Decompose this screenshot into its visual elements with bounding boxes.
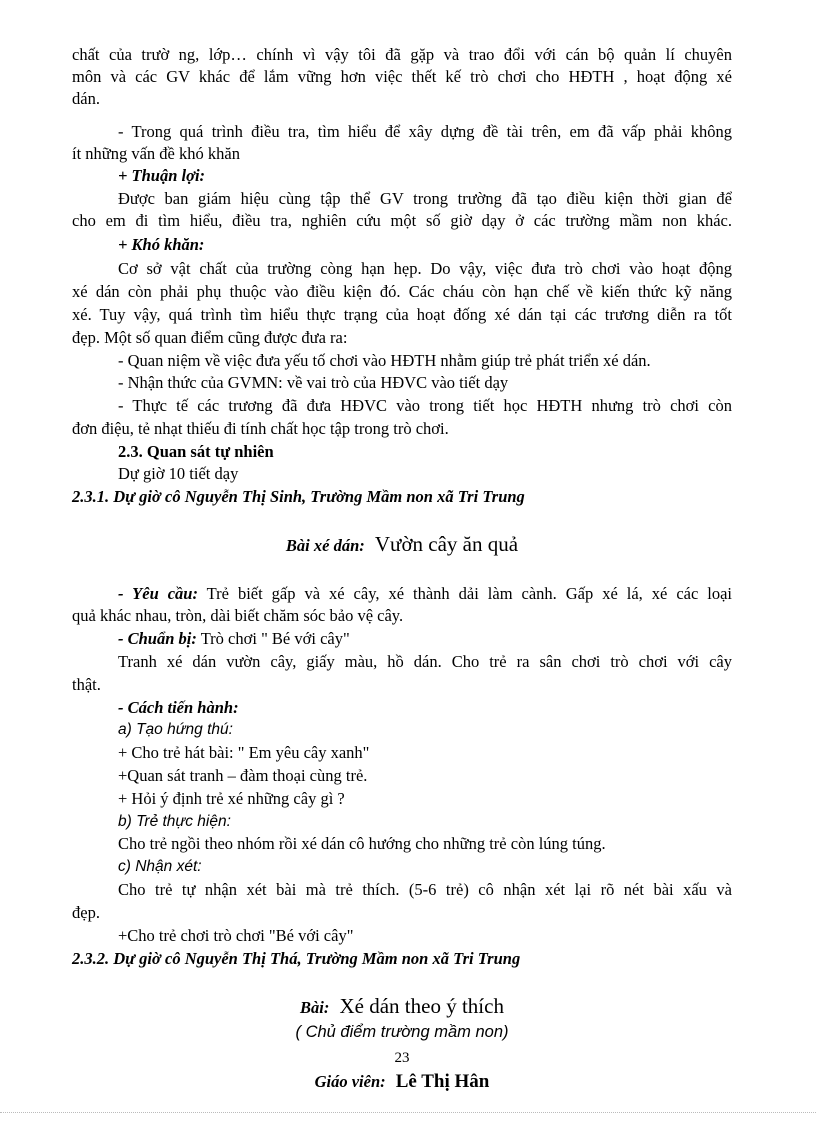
subheading-thuan-loi: + Thuận lợi: xyxy=(118,166,206,185)
paragraph-line: - Trong quá trình điều tra, tìm hiểu để xây dựng đề tài trên, em đã vấp phải không xyxy=(118,122,732,141)
bullet-line: đơn điệu, tẻ nhạt thiếu đi tính chất học tập trong trò chơi. xyxy=(72,419,449,438)
preparation-label: - Chuẩn bị: xyxy=(118,629,197,648)
paragraph-line: chất của trườ ng, lớp… chính vì vậy tôi đã gặp và trao đổi với cán bộ quản lí chuyên xyxy=(72,45,732,64)
lesson-title-1 xyxy=(72,532,732,557)
lesson-name: Xé dán theo ý thích xyxy=(339,994,504,1018)
list-item: + Hỏi ý định trẻ xé những cây gì ? xyxy=(118,789,345,808)
list-item: +Quan sát tranh – đàm thoại cùng trẻ. xyxy=(118,766,368,785)
paragraph-line: Được ban giám hiệu cùng tập thể GV trong trường đã tạo điều kiện thời gian để xyxy=(118,189,732,208)
paragraph-line: Tranh xé dán vườn cây, giấy màu, hồ dán. Cho trẻ ra sân chơi trò chơi với cây xyxy=(118,652,732,671)
paragraph-line: cho em đi tìm hiểu, điều tra, nghiên cứu một số giờ dạy ở các trường mầm non khác. xyxy=(72,211,732,230)
list-item: + Cho trẻ hát bài: " Em yêu cây xanh" xyxy=(118,743,370,762)
paragraph-line: +Cho trẻ chơi trò chơi "Bé với cây" xyxy=(118,926,354,945)
lesson-label: Bài xé dán: xyxy=(285,536,365,555)
paragraph-line: Dự giờ 10 tiết dạy xyxy=(118,464,239,483)
page-bottom-border xyxy=(0,1112,816,1113)
bullet-line: - Thực tế các trương đã đưa HĐVC vào trong tiết học HĐTH nhưng trò chơi còn xyxy=(118,396,732,415)
teacher-name: Lê Thị Hân xyxy=(395,1071,490,1092)
paragraph-line: quả khác nhau, tròn, dài biết chăm sóc bảo vệ cây. xyxy=(72,606,404,625)
paragraph-line: Cơ sở vật chất của trường còng hạn hẹp. Do vậy, việc đưa trò chơi vào hoạt động xyxy=(118,259,732,278)
paragraph-line: ít những vấn đề khó khăn xyxy=(72,144,240,163)
requirement-label: - Yêu cầu: xyxy=(118,584,198,603)
paragraph-line: xé dán còn phải phụ thuộc vào điều kiện đó. Các cháu còn hạn chế về kiến thức kỹ năng xyxy=(72,282,732,301)
section-heading-2-3-1: 2.3.1. Dự giờ cô Nguyễn Thị Sinh, Trường Mầm non xã Tri Trung xyxy=(72,487,525,506)
lesson-subtitle: ( Chủ điểm trường mầm non) xyxy=(295,1023,509,1041)
procedure-label: - Cách tiến hành: xyxy=(118,698,239,717)
paragraph-line: Cho trẻ ngồi theo nhóm rồi xé dán cô hướng cho những trẻ còn lúng túng. xyxy=(118,834,606,853)
teacher-line xyxy=(72,1071,732,1093)
paragraph-line: đẹp. xyxy=(72,903,100,922)
lesson-label: Bài: xyxy=(300,998,330,1017)
paragraph-line: dán. xyxy=(72,89,100,108)
paragraph-line: đẹp. Một số quan điểm cũng được đưa ra: xyxy=(72,328,348,347)
lesson-name: Vườn cây ăn quả xyxy=(374,532,519,556)
section-heading-2-3-2: 2.3.2. Dự giờ cô Nguyễn Thị Thá, Trường Mầm non xã Tri Trung xyxy=(72,949,521,968)
preparation-line xyxy=(118,628,350,650)
bullet-line: - Quan niệm về việc đưa yếu tố chơi vào HĐTH nhằm giúp trẻ phát triển xé dán. xyxy=(118,351,651,370)
paragraph-line: môn và các GV khác để lắm vững hơn việc thết kế trò chơi cho HĐTH , hoạt động xé xyxy=(72,67,732,86)
paragraph-line: Cho trẻ tự nhận xét bài mà trẻ thích. (5-6 trẻ) cô nhận xét lại rõ nét bài xấu và xyxy=(118,880,732,899)
requirement-line xyxy=(118,583,732,605)
bullet-line: - Nhận thức của GVMN: về vai trò của HĐVC vào tiết dạy xyxy=(118,373,509,392)
paragraph-line: xé. Tuy vậy, quá trình tìm hiểu thực trạng của hoạt đống xé dán tại các trương diễn ra tốt xyxy=(72,305,732,324)
step-a-label: a) Tạo hứng thú: xyxy=(118,721,233,738)
lesson-title-2 xyxy=(72,994,732,1019)
step-b-label: b) Trẻ thực hiện: xyxy=(118,813,231,830)
section-heading-2-3: 2.3. Quan sát tự nhiên xyxy=(118,442,274,461)
requirement-text: Trẻ biết gấp và xé cây, xé thành dải làm cành. Gấp xé lá, xé các loại xyxy=(206,584,732,603)
paragraph-line: thật. xyxy=(72,675,101,694)
step-c-label: c) Nhận xét: xyxy=(118,858,202,875)
teacher-label: Giáo viên: xyxy=(314,1072,386,1091)
page-number: 23 xyxy=(394,1050,410,1066)
subheading-kho-khan: + Khó khăn: xyxy=(118,235,205,254)
preparation-text: Trò chơi " Bé với cây" xyxy=(200,629,350,648)
